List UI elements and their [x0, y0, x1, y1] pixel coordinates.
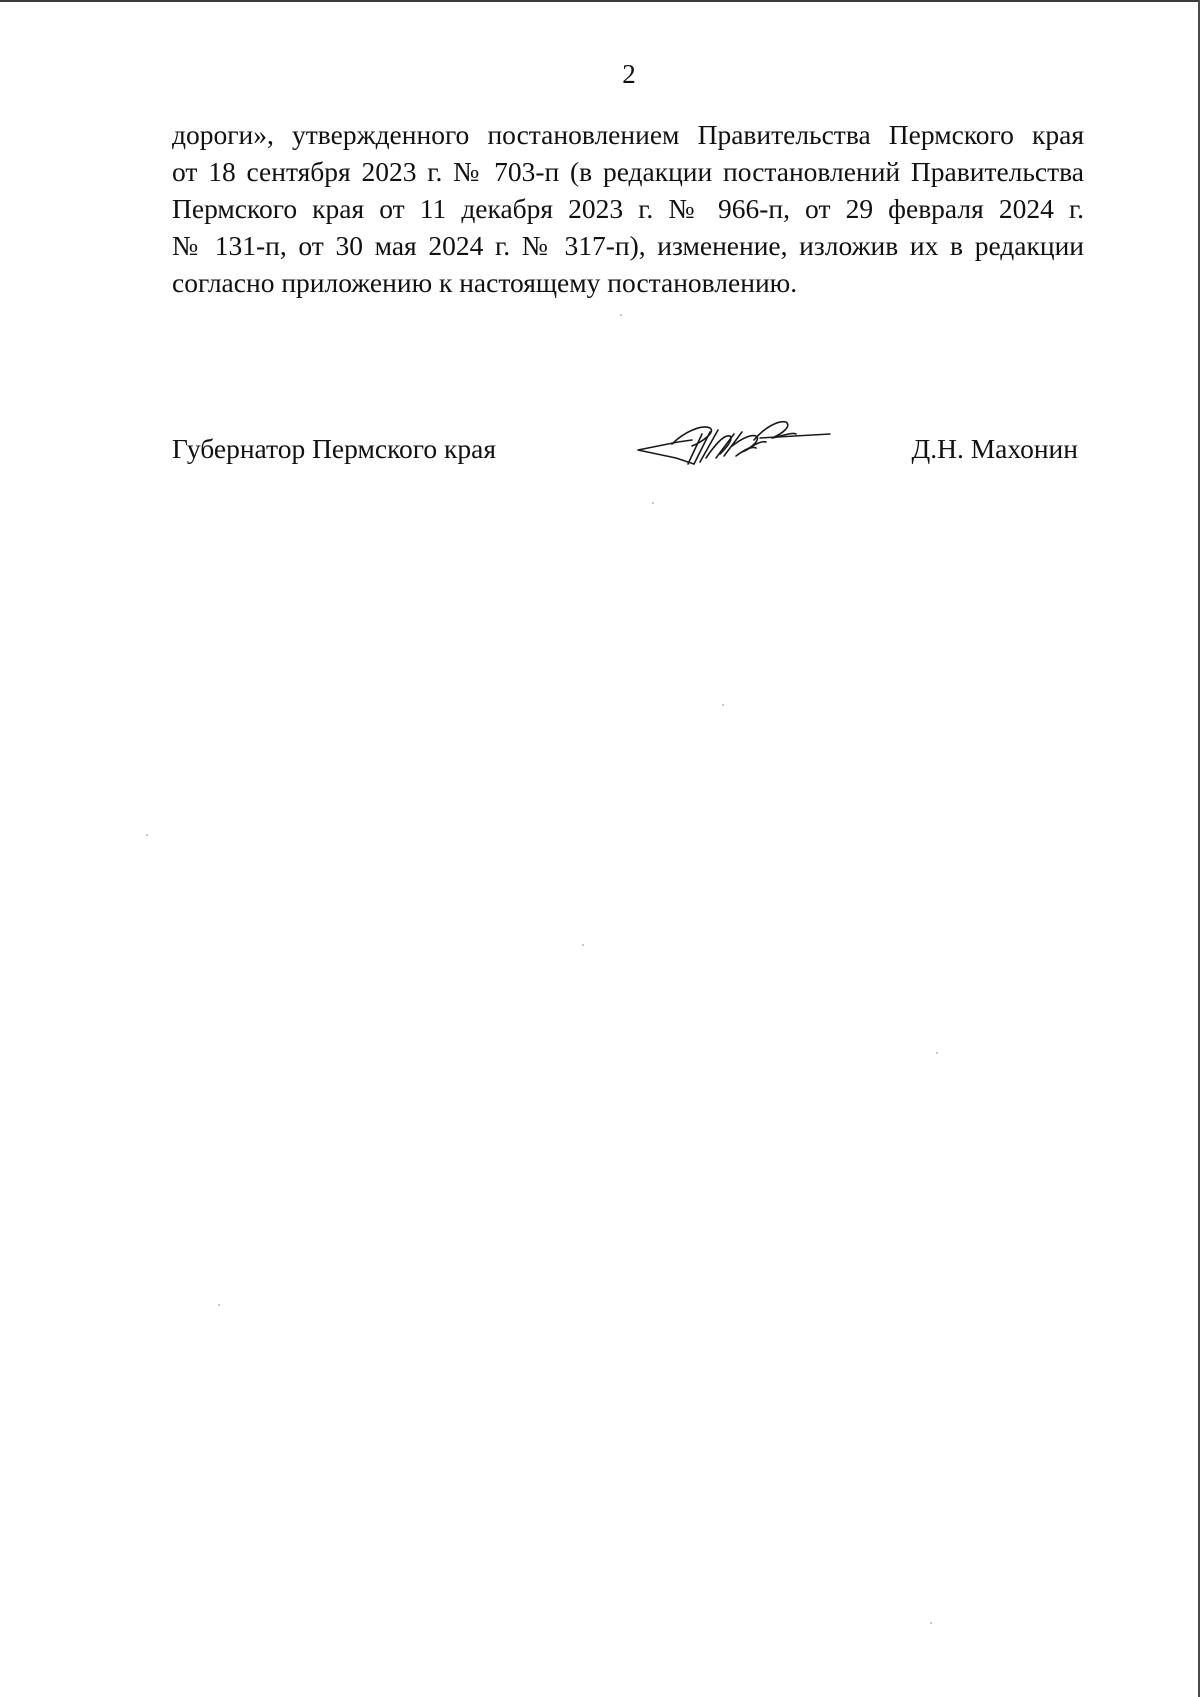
page-number: 2	[622, 59, 636, 89]
scan-speck	[930, 1622, 932, 1624]
signatory-position: Губернатор Пермского края	[172, 433, 496, 464]
scan-speck	[652, 502, 654, 504]
scan-speck	[582, 944, 584, 946]
paragraph-line: дороги», утвержденного постановлением Правительства Пермского края	[172, 119, 1084, 150]
handwritten-signature-icon	[632, 412, 832, 472]
scan-speck	[146, 834, 148, 836]
scan-speck	[936, 1052, 938, 1054]
signatory-name: Д.Н. Махонин	[911, 433, 1078, 464]
scan-speck	[620, 314, 622, 316]
paragraph-line: № 131-п, от 30 мая 2024 г. № 317-п), изменение, изложив их в редакции	[172, 230, 1084, 261]
paragraph-line: Пермского края от 11 декабря 2023 г. № 966-п, от 29 февраля 2024 г.	[172, 193, 1084, 224]
signature-block	[0, 0, 1200, 480]
paragraph-line: от 18 сентября 2023 г. № 703-п (в редакции постановлений Правительства	[172, 156, 1084, 187]
scan-speck	[218, 1304, 220, 1306]
scan-speck	[722, 704, 724, 706]
paragraph-line: согласно приложению к настоящему постановлению.	[172, 267, 798, 298]
